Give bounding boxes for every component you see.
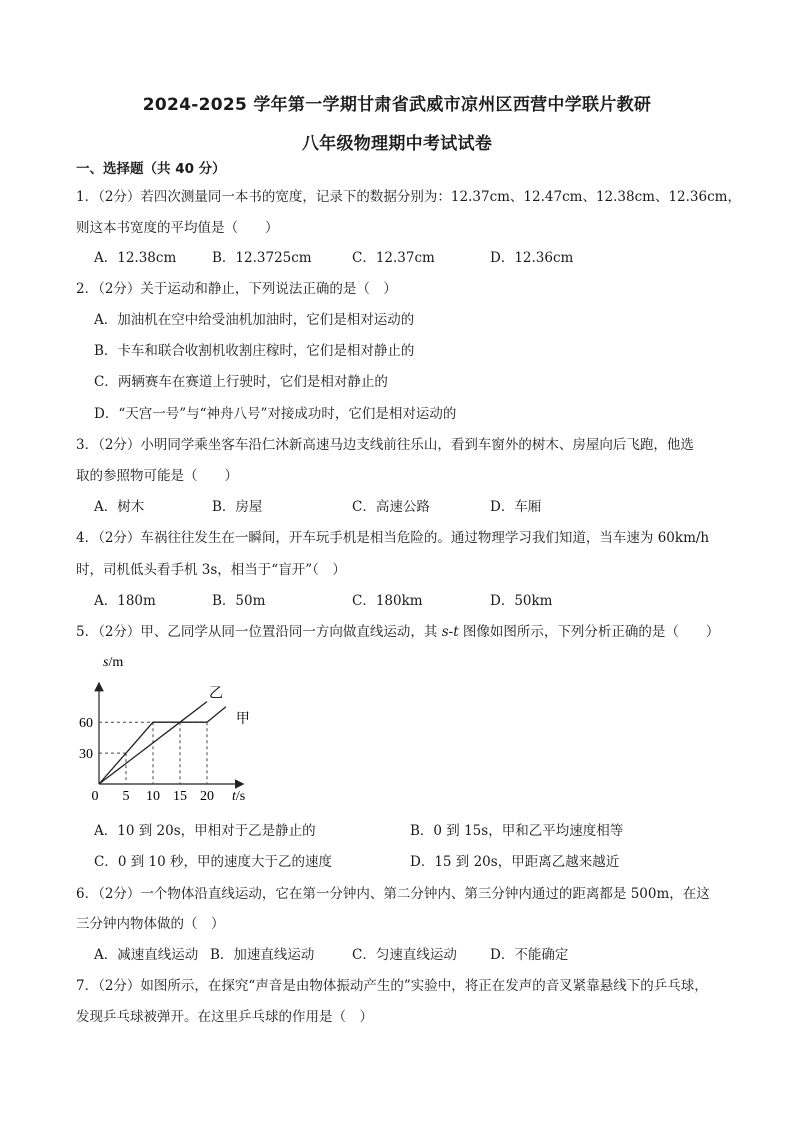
x-tick-label: 10 xyxy=(146,789,160,804)
question-5-option-d[interactable]: D．15 到 20s，甲距离乙越来越近 xyxy=(410,854,620,870)
question-4-option-a[interactable]: A．180m xyxy=(94,593,156,609)
series-label: 甲 xyxy=(235,711,250,727)
question-1-text-cont: 则这本书宽度的平均值是（ ） xyxy=(76,220,279,236)
question-4-text: 4．（2分）车祸往往发生在一瞬间，开车玩手机是相当危险的。通过物理学习我们知道，当车速为 60km/h xyxy=(76,530,710,546)
question-5-option-b[interactable]: B．0 到 15s，甲和乙平均速度相等 xyxy=(410,823,624,839)
exam-title-line1: 2024-2025 学年第一学期甘肃省武威市凉州区西营中学联片教研 xyxy=(142,95,652,115)
question-7-text-cont: 发现乒乓球被弹开。在这里乒乓球的作用是（ ） xyxy=(76,1009,373,1025)
question-3-option-d[interactable]: D．车厢 xyxy=(490,499,542,515)
question-3-option-b[interactable]: B．房屋 xyxy=(212,499,263,515)
question-2-text: 2．（2分）关于运动和静止，下列说法正确的是（ ） xyxy=(76,281,397,297)
question-7-text: 7．（2分）如图所示，在探究“声音是由物体振动产生的”实验中，将正在发声的音叉紧靠悬线下的乒乓球， xyxy=(76,978,708,994)
question-6-text: 6．（2分）一个物体沿直线运动，它在第一分钟内、第二分钟内、第三分钟内通过的距离都是 500m，在这 xyxy=(76,886,710,902)
y-tick-label: 30 xyxy=(79,747,93,763)
y-tick-label: 60 xyxy=(79,716,93,732)
question-2-option-a[interactable]: A．加油机在空中给受油机加油时，它们是相对运动的 xyxy=(94,312,415,328)
question-3-option-c[interactable]: C．高速公路 xyxy=(352,499,430,515)
question-6-option-d[interactable]: D．不能确定 xyxy=(490,947,569,963)
question-5-option-a[interactable]: A．10 到 20s，甲相对于乙是静止的 xyxy=(94,823,316,839)
section-heading-choice: 一、选择题（共 40 分） xyxy=(76,161,226,177)
question-3-text: 3．（2分）小明同学乘坐客车沿仁沐新高速马边支线前往乐山，看到车窗外的树木、房屋向后飞跑，他选 xyxy=(76,437,694,453)
question-2-option-d[interactable]: D．“天宫一号”与“神舟八号”对接成功时，它们是相对运动的 xyxy=(94,406,457,422)
origin-label: 0 xyxy=(91,789,99,804)
question-3-text-cont: 取的参照物可能是（ ） xyxy=(76,468,238,484)
question-2-option-b[interactable]: B．卡车和联合收割机收割庄稼时，它们是相对静止的 xyxy=(94,343,415,359)
x-tick-label: 5 xyxy=(122,789,130,804)
question-5-st-symbol: s-t xyxy=(441,624,459,640)
y-axis-label: s/m xyxy=(103,655,124,670)
question-4-option-c[interactable]: C．180km xyxy=(352,593,423,609)
question-1-option-b[interactable]: B．12.3725cm xyxy=(212,250,312,266)
question-6-option-c[interactable]: C．匀速直线运动 xyxy=(352,947,457,963)
question-4-option-b[interactable]: B．50m xyxy=(212,593,266,609)
x-tick-label: 20 xyxy=(200,789,214,804)
question-4-option-d[interactable]: D．50km xyxy=(490,593,553,609)
question-1-text: 1．（2分）若四次测量同一本书的宽度，记录下的数据分别为：12.37cm、12.47cm、12.38cm、12.36cm， xyxy=(76,189,741,205)
question-5-text-pre: 5．（2分）甲、乙同学从同一位置沿同一方向做直线运动，其 xyxy=(76,624,442,640)
st-graph xyxy=(75,652,375,812)
question-4-text-cont: 时，司机低头看手机 3s，相当于“盲开”（ ） xyxy=(76,562,346,578)
exam-title-line2: 八年级物理期中考试试卷 xyxy=(301,134,493,154)
question-5-option-c[interactable]: C．0 到 10 秒，甲的速度大于乙的速度 xyxy=(94,854,332,870)
question-3-option-a[interactable]: A．树木 xyxy=(94,499,145,515)
question-6-text-cont: 三分钟内物体做的（ ） xyxy=(76,916,225,932)
x-tick-label: 15 xyxy=(173,789,187,804)
series-label: 乙 xyxy=(209,686,223,702)
question-6-option-b[interactable]: B．加速直线运动 xyxy=(210,947,315,963)
question-5-text xyxy=(76,623,719,641)
question-2-option-c[interactable]: C．两辆赛车在赛道上行驶时，它们是相对静止的 xyxy=(94,374,388,390)
question-5-text-post: 图像如图所示，下列分析正确的是（ ） xyxy=(458,624,720,640)
question-1-option-d[interactable]: D．12.36cm xyxy=(490,250,574,266)
question-1-option-c[interactable]: C．12.37cm xyxy=(352,250,435,266)
question-6-option-a[interactable]: A．减速直线运动 xyxy=(94,947,199,963)
question-1-option-a[interactable]: A．12.38cm xyxy=(94,250,177,266)
x-axis-label: t/s xyxy=(232,789,246,804)
